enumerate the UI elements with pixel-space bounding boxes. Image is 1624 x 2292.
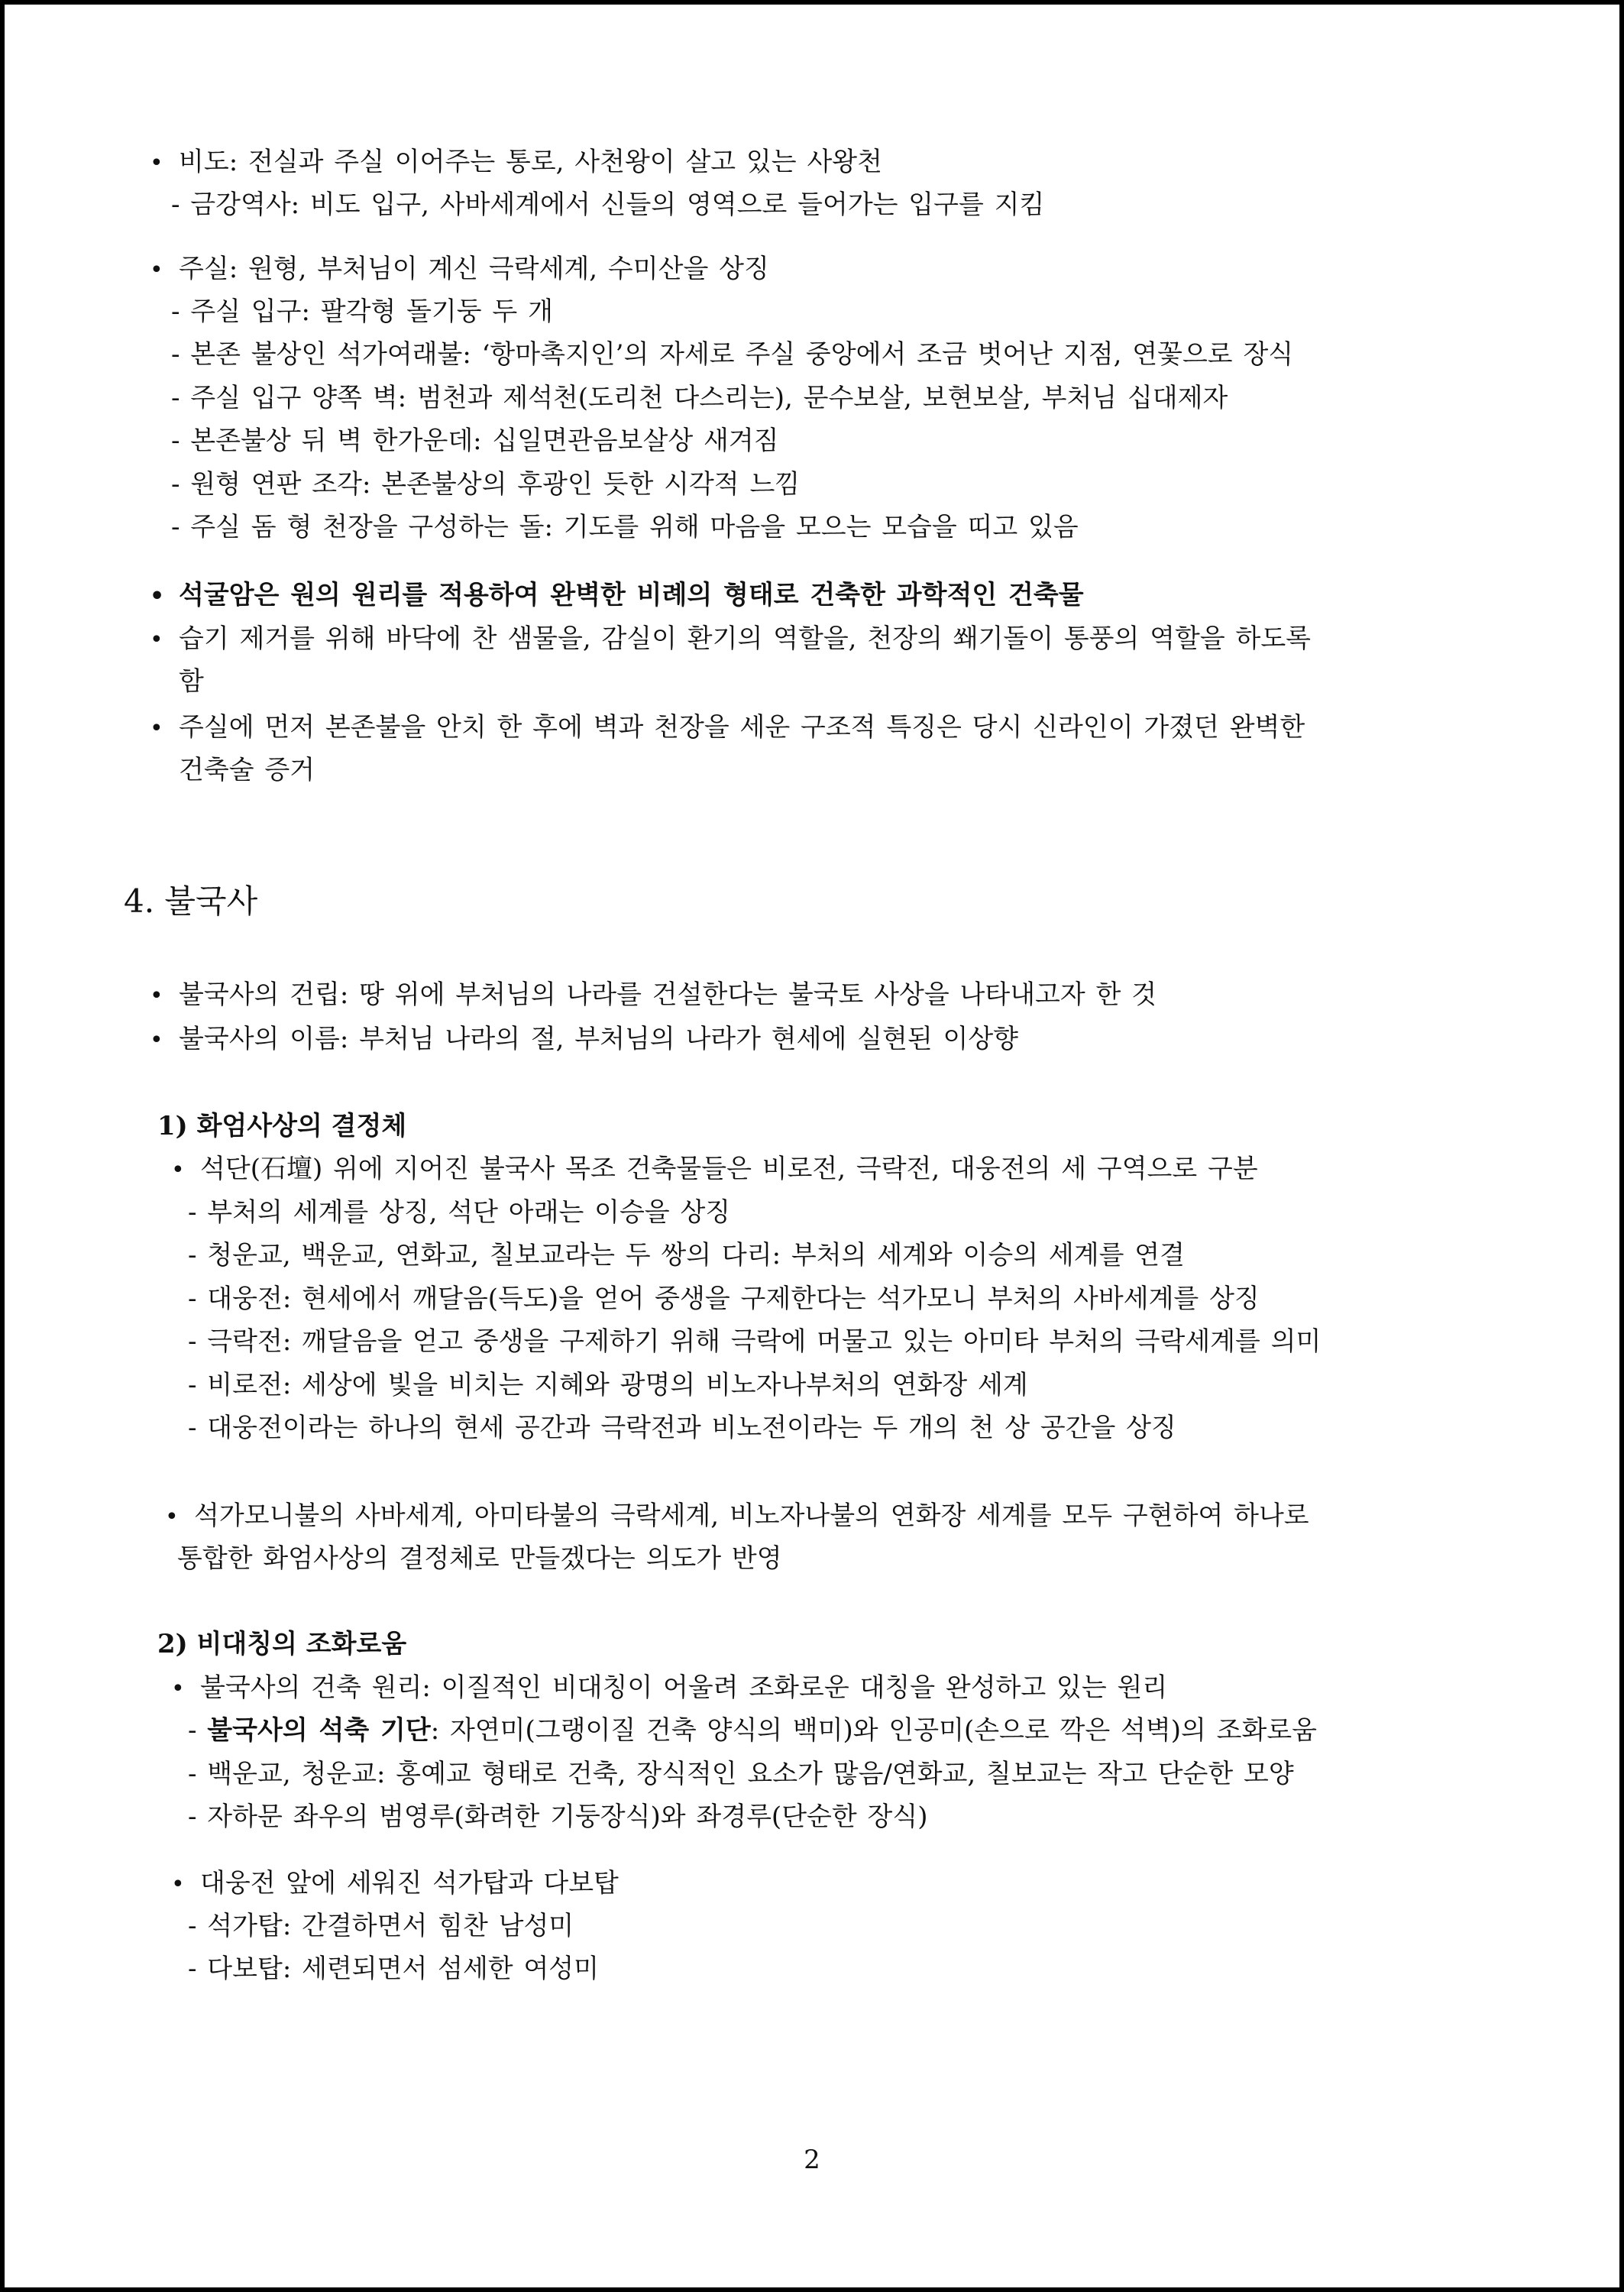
bullet-bido: • 비도: 전실과 주실 이어주는 통로, 사천왕이 살고 있는 사왕천 (150, 141, 882, 185)
pagoda-item: - 석가탑: 간결하면서 힘찬 남성미 (188, 1905, 574, 1947)
sub1-item: - 비로전: 세상에 빛을 비치는 지혜와 광명의 비노자나부처의 연화장 세계 (188, 1364, 1028, 1407)
section-bullet: • 불국사의 이름: 부처님 나라의 절, 부처님의 나라가 현세에 실현된 이상향 (150, 1018, 1018, 1062)
jusil-item: - 본존불상 뒤 벽 한가운데: 십일면관음보살상 새겨짐 (171, 419, 779, 462)
sub2-gidan-item (188, 1709, 1317, 1752)
bullet-structure: • 주실에 먼저 본존불을 안치 한 후에 벽과 천장을 세운 구조적 특징은 당시 신라인이 가졌던 완벽한 (150, 706, 1305, 750)
section-title: 4. 불국사 (124, 882, 258, 920)
gidan-text: : 자연미(그랭이질 건축 양식의 백미)와 인공미(손으로 깍은 석벽)의 조화로움 (430, 1715, 1318, 1746)
subsection-title: 1) 화엄사상의 결정체 (157, 1111, 407, 1141)
pagoda-item: - 다보탑: 세련되면서 섬세한 여성미 (188, 1947, 599, 1990)
sub1-bullet: • 석단(石壇) 위에 지어진 불국사 목조 건축물들은 비로전, 극락전, 대웅전의 세 구역으로 구분 (171, 1148, 1258, 1192)
sub1-item: - 대웅전: 현세에서 깨달음(득도)을 얻어 중생을 구제한다는 석가모니 부처의 사바세계를 상징 (188, 1277, 1260, 1320)
sub2-item: - 백운교, 청운교: 홍예교 형태로 건축, 장식적인 요소가 많음/연화교, 칠보교는 작고 단순한 모양 (188, 1753, 1294, 1795)
jusil-item: - 원형 연판 조각: 본존불상의 후광인 듯한 시각적 느낌 (171, 463, 800, 506)
sub1-item: - 대웅전이라는 하나의 현세 공간과 극락전과 비노전이라는 두 개의 천 상 공간을 상징 (188, 1407, 1176, 1449)
section-bullet: • 불국사의 건립: 땅 위에 부처님의 나라를 건설한다는 불국토 사상을 나타내고자 한 것 (150, 973, 1157, 1018)
sub2-bullet: • 불국사의 건축 원리: 이질적인 비대칭이 어울려 조화로운 대칭을 완성하고 있는 원리 (171, 1666, 1167, 1711)
pagoda-bullet: • 대웅전 앞에 세워진 석가탑과 다보탑 (171, 1862, 619, 1906)
sub1-item: - 부처의 세계를 상징, 석단 아래는 이승을 상징 (188, 1191, 730, 1234)
subsection-title: 2) 비대칭의 조화로움 (157, 1629, 407, 1659)
structure-continuation: 건축술 증거 (179, 755, 315, 785)
gidan-label: 불국사의 석축 기단 (207, 1715, 431, 1746)
jusil-item: - 주실 돔 형 천장을 구성하는 돌: 기도를 위해 마음을 모으는 모습을 띠고 있음 (171, 506, 1079, 549)
sub1-item: - 청운교, 백운교, 연화교, 칠보교라는 두 쌍의 다리: 부처의 세계와 이승의 세계를 연결 (188, 1234, 1185, 1277)
bullet-jusil: • 주실: 원형, 부처님이 계신 극락세계, 수미산을 상징 (150, 248, 769, 292)
dash-geumgang: - 금강역사: 비도 입구, 사바세계에서 신들의 영역으로 들어가는 입구를 지킴 (171, 183, 1044, 226)
sub1-summary: • 석가모니불의 사바세계, 아미타불의 극락세계, 비노자나불의 연화장 세계를 모두 구현하여 하나로 (165, 1494, 1309, 1539)
sub2-item: - 자하문 좌우의 범영루(화려한 기둥장식)와 좌경루(단순한 장식) (188, 1795, 928, 1838)
page-number: 2 (804, 2145, 820, 2175)
jusil-item: - 본존 불상인 석가여래불: ‘항마촉지인’의 자세로 주실 중앙에서 조금 벗어난 지점, 연꽃으로 장식 (171, 333, 1293, 376)
bullet-humidity: • 습기 제거를 위해 바닥에 찬 샘물을, 감실이 환기의 역할을, 천장의 쐐기돌이 통풍의 역할을 하도록 (150, 617, 1311, 662)
jusil-item: - 주실 입구 양쪽 벽: 범천과 제석천(도리천 다스리는), 문수보살, 보현보살, 부처님 십대제자 (171, 377, 1228, 419)
bullet-bold-statement: • 석굴암은 원의 원리를 적용하여 완벽한 비례의 형태로 건축한 과학적인 건축물 (150, 574, 1084, 618)
sub1-item: - 극락전: 깨달음을 얻고 중생을 구제하기 위해 극락에 머물고 있는 아미타 부처의 극락세계를 의미 (188, 1320, 1321, 1363)
humidity-continuation: 함 (179, 666, 204, 697)
sub1-summary-continuation: 통합한 화엄사상의 결정체로 만들겠다는 의도가 반영 (177, 1543, 782, 1574)
jusil-item: - 주실 입구: 팔각형 돌기둥 두 개 (171, 290, 553, 333)
